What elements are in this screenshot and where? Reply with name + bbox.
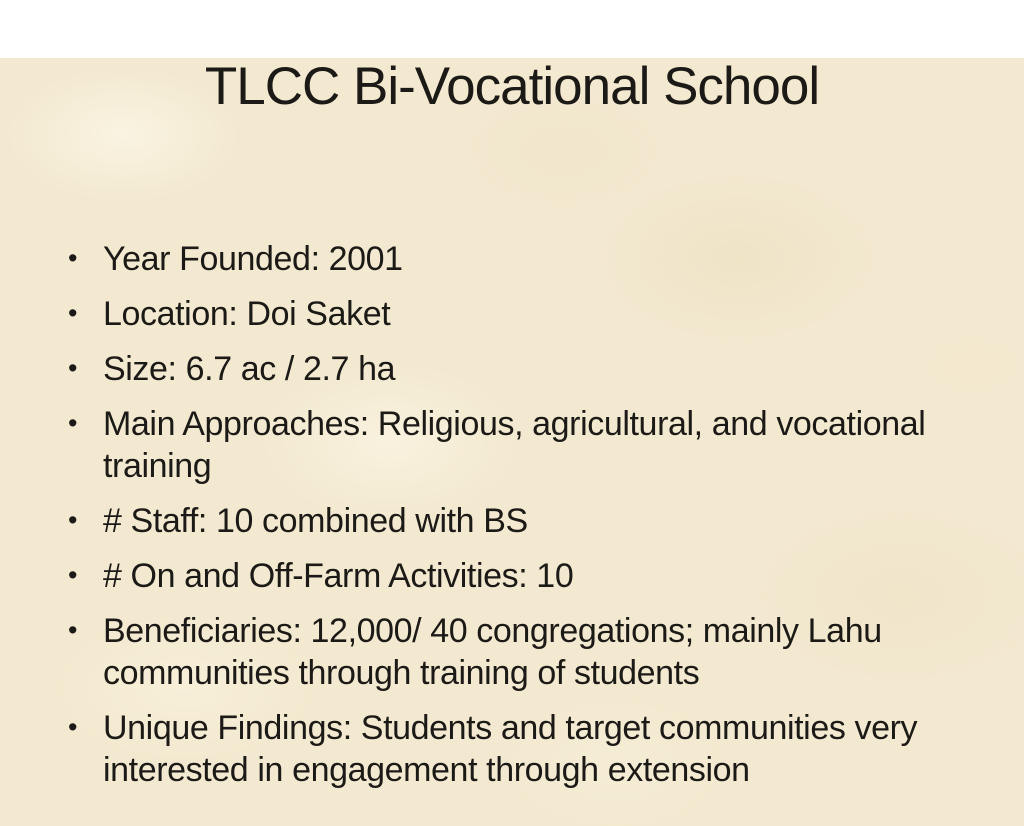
bullet-text: Unique Findings: Students and target communities very interested in engagement through extension [103, 709, 918, 789]
bullet-icon: • [68, 712, 78, 742]
bullet-item [66, 403, 968, 487]
bullet-text: Location: Doi Saket [103, 295, 391, 333]
bullet-text: # Staff: 10 combined with BS [103, 502, 528, 540]
bullet-text: Beneficiaries: 12,000/ 40 congregations; mainly Lahu communities through training of students [103, 612, 882, 692]
bullet-text: Size: 6.7 ac / 2.7 ha [103, 350, 396, 388]
bullet-icon: • [68, 560, 78, 590]
bullet-icon: • [68, 243, 78, 273]
bullet-icon: • [68, 615, 78, 645]
bullet-list [66, 238, 968, 791]
bullet-item [66, 555, 968, 597]
bullet-text: # On and Off-Farm Activities: 10 [103, 557, 574, 595]
bullet-item [66, 238, 968, 280]
slide-title: TLCC Bi-Vocational School [204, 57, 820, 116]
bullet-icon: • [68, 298, 78, 328]
bullet-item [66, 500, 968, 542]
bullet-item [66, 707, 968, 791]
bullet-icon: • [68, 353, 78, 383]
bullet-item [66, 293, 968, 335]
bullet-item [66, 610, 968, 694]
bullet-text: Year Founded: 2001 [103, 240, 403, 278]
bullet-icon: • [68, 505, 78, 535]
bullet-icon: • [68, 408, 78, 438]
bullet-text: Main Approaches: Religious, agricultural, and vocational training [103, 405, 926, 485]
bullet-item [66, 348, 968, 390]
presentation-slide [0, 58, 1024, 826]
slide-body [66, 238, 968, 804]
